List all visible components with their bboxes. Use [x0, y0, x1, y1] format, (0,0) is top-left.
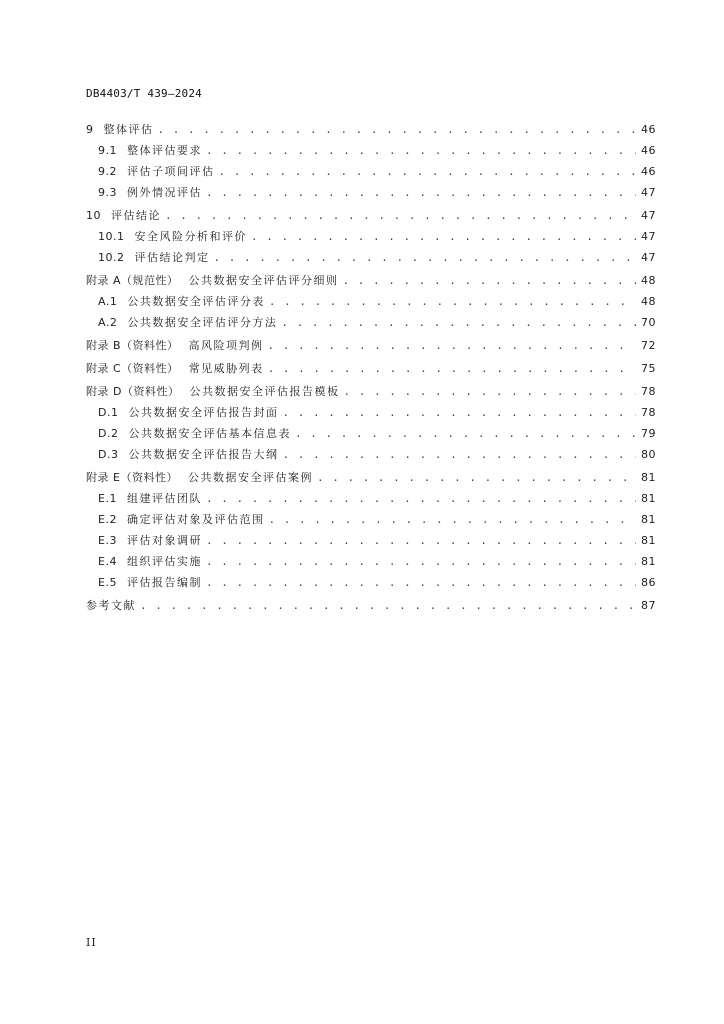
toc-entry-title: 高风险项判例 [188, 339, 264, 352]
toc-entry-number: E.3 [98, 534, 117, 547]
toc-entry-title: 公共数据安全评估评分表 [127, 295, 265, 308]
toc-entry-number: D.3 [98, 448, 119, 461]
toc-dot-leader [206, 551, 636, 572]
toc-entry[interactable] [86, 140, 656, 161]
toc-entry-number: 附录 A（规范性） [86, 274, 179, 287]
toc-dot-leader [206, 488, 636, 509]
toc-dot-leader [268, 358, 636, 379]
toc-entry-title: 组建评估团队 [126, 492, 202, 505]
toc-entry[interactable] [86, 291, 656, 312]
toc-entry-title: 参考文献 [86, 599, 136, 612]
toc-entry[interactable] [86, 444, 656, 465]
toc-entry-page: 86 [641, 576, 656, 589]
toc-entry-page: 81 [641, 555, 656, 568]
toc-entry[interactable] [86, 247, 656, 268]
toc-entry-title: 公共数据安全评估基本信息表 [128, 427, 291, 440]
toc-entry-title: 例外情况评估 [127, 186, 202, 199]
toc-entry-page: 79 [641, 427, 656, 440]
toc-dot-leader [158, 119, 637, 140]
toc-entry-page: 47 [641, 186, 656, 199]
toc-entry-title: 整体评估要求 [127, 144, 202, 157]
toc-entry-page: 48 [641, 274, 656, 287]
toc-dot-leader [282, 444, 636, 465]
toc-entry-page: 46 [641, 144, 656, 157]
toc-dot-leader [214, 247, 637, 268]
toc-entry[interactable] [86, 530, 656, 551]
toc-entry-number: 9.3 [98, 186, 117, 199]
toc-dot-leader [206, 182, 636, 203]
toc-entry[interactable] [86, 119, 656, 140]
toc-entry-page: 47 [641, 251, 656, 264]
toc-entry-title: 确定评估对象及评估范围 [126, 513, 265, 526]
toc-entry-title: 公共数据安全评估评分方法 [127, 316, 278, 329]
toc-entry-title: 安全风险分析和评价 [134, 230, 247, 243]
toc-entry[interactable] [86, 205, 656, 226]
toc-entry-title: 常见威胁列表 [188, 362, 264, 375]
toc-entry-page: 80 [641, 448, 656, 461]
toc-entry-page: 47 [641, 209, 656, 222]
toc-entry-number: 10.2 [98, 251, 125, 264]
toc-entry-number: 9.1 [98, 144, 117, 157]
toc-dot-leader [206, 140, 636, 161]
toc-entry-page: 46 [641, 165, 656, 178]
toc-dot-leader [269, 291, 636, 312]
toc-entry-title: 公共数据安全评估报告封面 [128, 406, 279, 419]
toc-dot-leader [251, 226, 636, 247]
toc-entry[interactable] [86, 161, 656, 182]
toc-dot-leader [268, 509, 636, 530]
toc-entry-title: 评估子项间评估 [127, 165, 215, 178]
toc-dot-leader [165, 205, 636, 226]
toc-entry-page: 70 [641, 316, 656, 329]
toc-entry-page: 78 [641, 406, 656, 419]
toc-entry-title: 公共数据安全评估评分细则 [188, 274, 339, 287]
toc-entry-number: A.2 [98, 316, 118, 329]
toc-dot-leader [343, 270, 636, 291]
toc-dot-leader [268, 335, 636, 356]
toc-dot-leader [317, 467, 636, 488]
table-of-contents [86, 117, 656, 616]
toc-entry[interactable] [86, 381, 656, 402]
toc-entry-number: E.5 [98, 576, 117, 589]
toc-entry-title: 评估报告编制 [126, 576, 202, 589]
toc-dot-leader [206, 572, 636, 593]
toc-entry-number: E.1 [98, 492, 117, 505]
toc-entry[interactable] [86, 423, 656, 444]
toc-entry-page: 72 [641, 339, 656, 352]
toc-entry-page: 81 [641, 513, 656, 526]
toc-entry-title: 评估结论判定 [134, 251, 210, 264]
toc-entry-title: 评估对象调研 [126, 534, 202, 547]
toc-entry-title: 整体评估 [103, 123, 154, 136]
toc-entry-number: 附录 D（资料性） [86, 385, 180, 398]
toc-dot-leader [206, 530, 636, 551]
toc-entry-title: 组织评估实施 [126, 555, 202, 568]
toc-dot-leader [295, 423, 636, 444]
toc-entry[interactable] [86, 572, 656, 593]
toc-entry-title: 公共数据安全评估案例 [187, 471, 313, 484]
toc-entry[interactable] [86, 551, 656, 572]
toc-entry-page: 81 [641, 471, 656, 484]
toc-entry-page: 47 [641, 230, 656, 243]
toc-entry-page: 48 [641, 295, 656, 308]
toc-dot-leader [343, 381, 636, 402]
toc-entry-number: 10 [86, 209, 101, 222]
document-code: DB4403/T 439—2024 [86, 87, 202, 100]
toc-entry[interactable] [86, 335, 656, 356]
toc-entry-number: 附录 B（资料性） [86, 339, 179, 352]
toc-entry[interactable] [86, 402, 656, 423]
toc-entry[interactable] [86, 312, 656, 333]
toc-dot-leader [282, 402, 636, 423]
toc-entry-page: 78 [641, 385, 656, 398]
toc-dot-leader [140, 595, 636, 616]
toc-dot-leader [281, 312, 636, 333]
toc-entry-page: 87 [641, 599, 656, 612]
toc-entry-page: 75 [641, 362, 656, 375]
toc-entry[interactable] [86, 595, 656, 616]
toc-entry-number: E.4 [98, 555, 117, 568]
toc-entry-number: A.1 [98, 295, 118, 308]
toc-entry-page: 81 [641, 534, 656, 547]
toc-entry[interactable] [86, 226, 656, 247]
toc-entry-number: E.2 [98, 513, 117, 526]
toc-entry[interactable] [86, 182, 656, 203]
toc-entry[interactable] [86, 509, 656, 530]
toc-entry[interactable] [86, 358, 656, 379]
toc-entry-number: 9.2 [98, 165, 117, 178]
toc-entry[interactable] [86, 488, 656, 509]
toc-entry-title: 评估结论 [111, 209, 161, 222]
toc-entry[interactable] [86, 270, 656, 291]
toc-entry-number: 附录 C（资料性） [86, 362, 179, 375]
toc-entry-page: 46 [641, 123, 656, 136]
toc-entry-number: D.1 [98, 406, 119, 419]
page-number: II [86, 936, 97, 949]
toc-entry[interactable] [86, 467, 656, 488]
toc-dot-leader [219, 161, 637, 182]
toc-entry-page: 81 [641, 492, 656, 505]
toc-entry-number: 9 [86, 123, 94, 136]
toc-entry-number: D.2 [98, 427, 119, 440]
toc-entry-number: 附录 E（资料性） [86, 471, 178, 484]
toc-entry-number: 10.1 [98, 230, 125, 243]
toc-entry-title: 公共数据安全评估报告模板 [189, 385, 340, 398]
toc-entry-title: 公共数据安全评估报告大纲 [128, 448, 279, 461]
